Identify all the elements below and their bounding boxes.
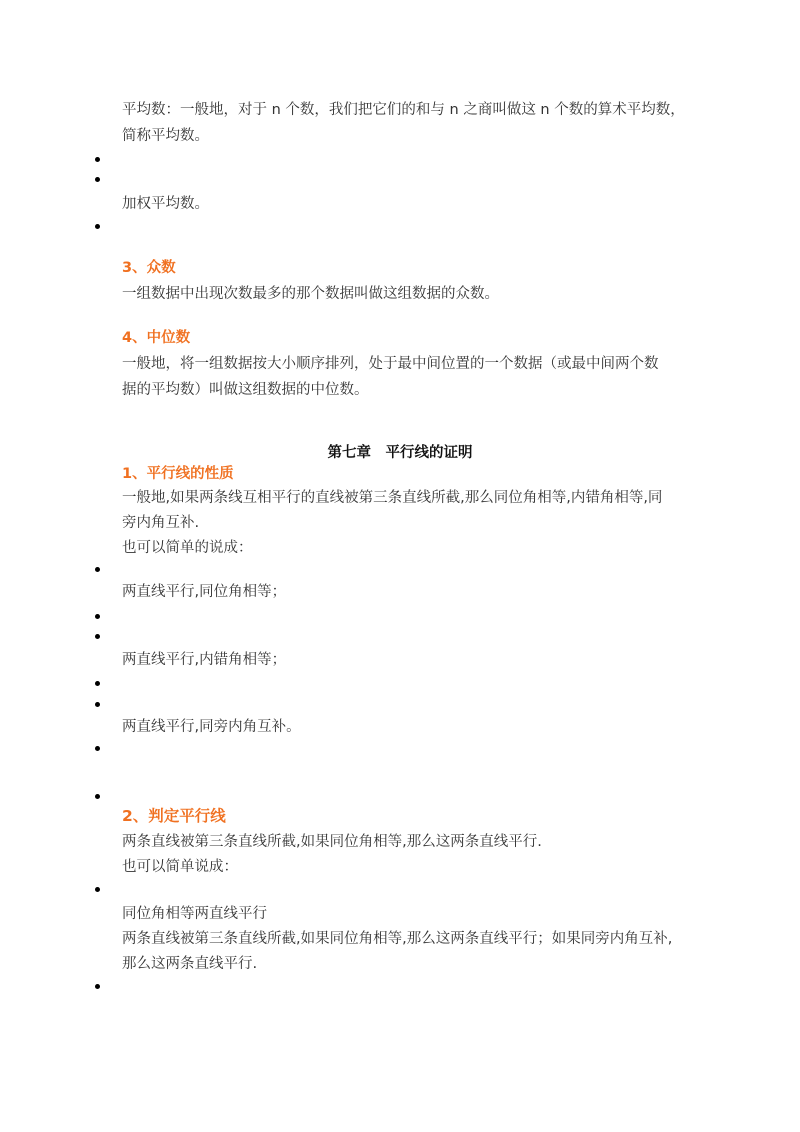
bullet bbox=[95, 157, 100, 162]
parallel-properties-heading: 1、平行线的性质 bbox=[122, 466, 234, 482]
median-definition-line2: 据的平均数）叫做这组数据的中位数。 bbox=[122, 382, 369, 398]
parallel-properties-line1: 一般地,如果两条线互相平行的直线被第三条直线所截,那么同位角相等,内错角相等,同 bbox=[122, 490, 663, 506]
bullet bbox=[95, 634, 100, 639]
median-heading: 4、中位数 bbox=[122, 330, 191, 346]
parallel-properties-line2: 旁内角互补. bbox=[122, 515, 200, 531]
parallel-property-item3: 两直线平行,同旁内角互补。 bbox=[122, 719, 301, 735]
median-definition-line1: 一般地，将一组数据按大小顺序排列，处于最中间位置的一个数据（或最中间两个数 bbox=[122, 356, 659, 372]
chapter-title: 第七章 平行线的证明 bbox=[327, 445, 473, 461]
weighted-mean-text: 加权平均数。 bbox=[122, 196, 209, 212]
parallel-judgement-line1: 两条直线被第三条直线所截,如果同位角相等,那么这两条直线平行. bbox=[122, 834, 542, 850]
parallel-judgement-line2: 两条直线被第三条直线所截,如果同位角相等,那么这两条直线平行；如果同旁内角互补, bbox=[122, 931, 673, 947]
bullet bbox=[95, 614, 100, 619]
bullet bbox=[95, 681, 100, 686]
mode-definition: 一组数据中出现次数最多的那个数据叫做这组数据的众数。 bbox=[122, 286, 499, 302]
bullet bbox=[95, 224, 100, 229]
mode-heading: 3、众数 bbox=[122, 260, 176, 276]
mean-definition-line2: 简称平均数。 bbox=[122, 128, 209, 144]
parallel-property-item2: 两直线平行,内错角相等； bbox=[122, 652, 287, 668]
bullet bbox=[95, 702, 100, 707]
parallel-judgement-line3: 那么这两条直线平行. bbox=[122, 956, 258, 972]
bullet bbox=[95, 567, 100, 572]
bullet bbox=[95, 746, 100, 751]
parallel-judgement-item1: 同位角相等两直线平行 bbox=[122, 906, 267, 922]
mean-definition-line1: 平均数：一般地，对于 n 个数，我们把它们的和与 n 之商叫做这 n 个数的算术平均数， bbox=[122, 102, 685, 118]
bullet bbox=[95, 794, 100, 799]
parallel-judgement-heading: 2、判定平行线 bbox=[122, 807, 226, 825]
bullet bbox=[95, 887, 100, 892]
parallel-property-item1: 两直线平行,同位角相等； bbox=[122, 584, 287, 600]
parallel-properties-simple: 也可以简单的说成： bbox=[122, 540, 253, 556]
bullet bbox=[95, 177, 100, 182]
parallel-judgement-simple: 也可以简单说成： bbox=[122, 859, 238, 875]
bullet bbox=[95, 984, 100, 989]
